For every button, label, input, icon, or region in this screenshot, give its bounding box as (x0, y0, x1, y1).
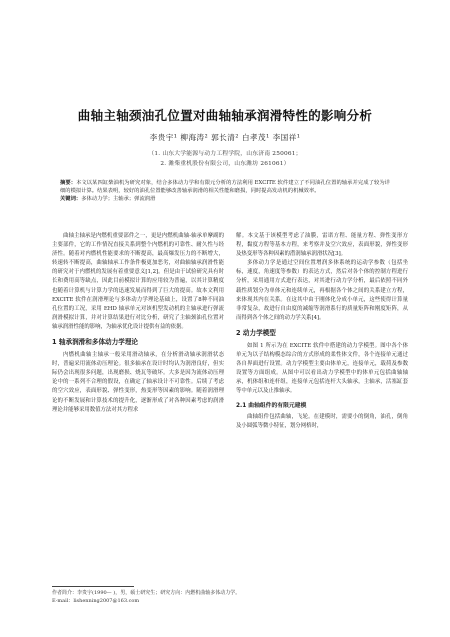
abstract-text: 本文以某四缸柴油机为研究对象，结合多体动力学和有限元分析的方法利用 EXCITE 软件建立了不同油孔位置的轴承并完成了较为详细的模拟计算。结果表明，较好的油孔位置能够改善轴承润滑的相关性能和磨损，同时提高发动机的机械效率。 (60, 180, 390, 194)
keywords-text: 多体动力学；主轴承；弹流润滑 (81, 196, 156, 203)
section-heading-2: 2 动力学模型 (236, 328, 276, 337)
footnote-author-info: 作者简介：李贵宇(1990— )，男，硕士研究生；研究方向：内燃机曲轴多体动力学。 (52, 590, 241, 596)
affiliation-line-1: （1. 山东大学能源与动力工程学院，山东济南 250061； (148, 151, 302, 157)
keywords (60, 196, 390, 204)
subsection-2-1-paragraph: 曲轴组件包括曲轴，飞轮。在建模时，需要小的倒角，油孔，倒角及小圆弧等微小特征，划分网格时， (236, 413, 408, 429)
author-list: 李贵宇¹ 柳海涛² 郭长清² 白孝茂¹ 李国祥¹ (149, 133, 301, 142)
intro-paragraph: 曲轴主轴承是内燃机重要部件之一，更是内燃机曲轴-轴承单摩副的主要部件，它的工作情况直接关系到整个内燃机的可靠性、耐久性与经济性。随着对内燃机性能要求的不断提高，最高爆发压力的不断增大，转速转不断提高，曲轴轴承工作条件极更加恶劣，对曲轴轴承润滑性能的研究对于内燃机的发展有着重要意义[1,2]。但是由于试验研究具有时长和费用高等缺点，因此目前模拟计算的应用较为普遍，以其计算精度也随着计算机与计算力学的迅速发展而得到了巨大的提高。故本文利用 EXCITE 软件在润滑理论与多体动力学理论基础上，设置了8种不同油孔位置的工况，采用 EHD 轴承单元对该机型发动机的主轴承进行弹流润滑模拟计算，并对计算结果进行对比分析，研究了主轴颈油孔位置对轴承润滑性能的影响，为轴承优化设计提供有益的依据。 (52, 233, 224, 330)
paper-title: 曲轴主轴颈油孔位置对曲轴轴承润滑特性的影响分析 (77, 108, 373, 123)
footnote-rule (52, 586, 134, 587)
left-column (52, 232, 224, 415)
abstract-label: 摘要： (60, 180, 77, 186)
subsection-heading-2-1: 2.1 曲轴组件的有限元建模 (236, 402, 307, 409)
multibody-paragraph: 多体动力学是通过空间位置增润多体系统的运动学参数（包括坐标，速度，角速度等参数）的表达方式，然后对各个体的控制方程进行分析，采用通用方式进行表达，对其进行动力学分析，最后依照不同外载性质划分为单体元和连续单元，再根据各个体之间的关系建立方程，来体现其内在关系。在这其中由于刚体化分成小单元，这些使得计算量非常复杂，故进行自由度的减缩等润滑系行的质量矩阵和刚度矩阵，从而得到各个体之间的动力学关系[4]。 (236, 260, 408, 321)
affiliation-line-2: 2. 潍柴重机股份有限公司，山东潍坊 261061） (160, 161, 290, 167)
continued-paragraph: 解。本文基于该模型考虑了油膜，雷诺方程、能量方程、弹性变形方程，黏度方程等基本方程，来考察并及空穴效应，表面形貌，弹性变形及热变形等各种因素的潜润轴承润滑状况[3]。 (236, 233, 408, 258)
footnote-email: E-mail：lishenning2007@163.com (52, 597, 140, 604)
abstract (60, 180, 390, 195)
footnote (52, 590, 412, 605)
abstract-block (60, 180, 390, 204)
section-1-paragraph: 内燃机曲轴主轴承一般采用滑动轴承，在分析滑动轴承润滑状态时，普遍采用流体动压理论。很多轴承在设计时均认为润滑良好，但实际仍会出现很多问题，出现磨损、烧瓦等破坏。大多是因为流体动压理论中的一系列不合理的假设，在确定了轴承设计不可靠性。后续了考虑的空穴效应，表面形貌、弹性变形，热变形等因素的影响。随着润滑理论的不断发展和计算技术的提升化，逐渐形成了对各种因素考虑的润滑理论并能够采用数值方法对其方程求 (52, 352, 224, 413)
keywords-label: 关键词： (60, 196, 82, 203)
section-heading-1: 1 轴承润滑和多体动力学理论 (52, 338, 139, 347)
section-2-paragraph: 如图 1 所示为在 EXCITE 软件中搭建的动力学模型。图中各个体单元为以子结构模态综合的方式形成的柔性体文件，各个连接单元通过各自界面进行设置。动力学模型主要由体单元，连接单元，载荷及参数设置等方面组成。从图中可以看出动力学模型中的体单元包括曲轴轴承，机体组和连杆组，连接单元包括连杆大头轴承，主轴承，活塞缸套等中单元以及止推轴承。 (236, 342, 408, 395)
right-column (236, 232, 408, 431)
